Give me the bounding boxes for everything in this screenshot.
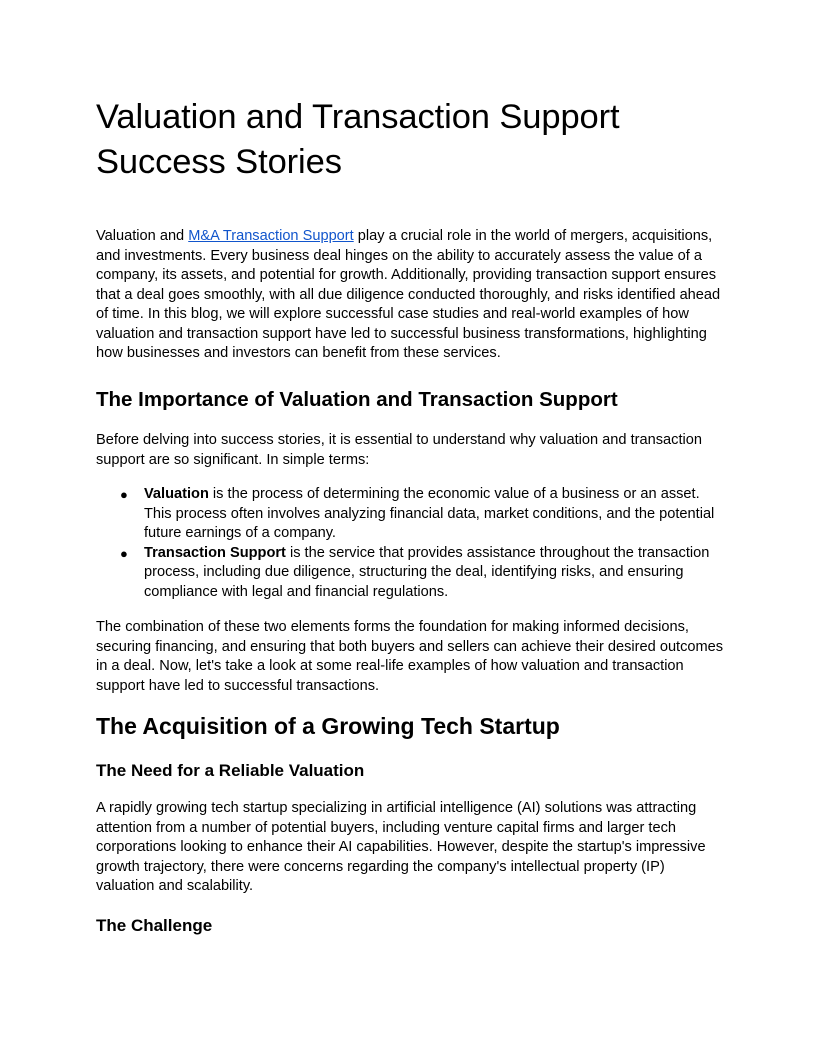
importance-lead-paragraph: Before delving into success stories, it is essential to understand why valuation and transaction support are so significant. In simple terms: [96,432,702,468]
subsection-heading-valuation-need: The Need for a Reliable Valuation [96,761,365,780]
importance-closing-paragraph: The combination of these two elements forms the foundation for making informed decisions, securing financing, and ensuring that both buyers and sellers can achieve their desired outcomes in a deal. Now, let's take a look at some real-life examples of how valuation and transaction support have led to successful transactions. [96,619,724,694]
bullet-text: is the process of determining the economic value of a business or an asset. This process often involves analyzing financial data, market conditions, and the potential future earnings of a company. [144,486,715,541]
definitions-list [96,485,724,602]
page-title: Valuation and Transaction Support Success Stories [96,98,620,181]
valuation-need-paragraph: A rapidly growing tech startup specializing in artificial intelligence (AI) solutions was attracting attention from a number of potential buyers, including venture capital firms and larger tech corporations looking to enhance their AI capabilities. However, despite the startup's impressive growth trajectory, there were concerns regarding the company's intellectual property (IP) valuation and scalability. [96,800,706,894]
bullet-text: is the service that provides assistance throughout the transaction process, including due diligence, structuring the deal, identifying risks, and ensuring compliance with legal and financial regulations. [144,544,710,600]
list-item [96,485,724,544]
section-heading-acquisition: The Acquisition of a Growing Tech Startup [96,713,560,739]
list-item [96,544,724,603]
intro-paragraph [96,227,724,364]
bullet-term: Valuation [144,486,209,502]
intro-text-rest: play a crucial role in the world of mergers, acquisitions, and investments. Every business deal hinges on the ability to accurately assess the value of a company, its assets, and potential for growth. Additionally, providing transaction support ensures that a deal goes smoothly, with all due diligence conducted thoroughly, and risks identified ahead of time. In this blog, we will explore successful case studies and real-world examples of how valuation and transaction support have led to successful business transformations, highlighting how businesses and investors can benefit from these services. [96,228,721,361]
bullet-term: Transaction Support [144,544,286,561]
subsection-heading-challenge: The Challenge [96,916,213,935]
bullet-icon: ● [120,545,128,561]
ma-transaction-support-link[interactable]: M&A Transaction Support [188,228,354,244]
intro-text-start: Valuation and [96,228,189,244]
bullet-icon: ● [120,487,128,502]
section-heading-importance: The Importance of Valuation and Transaction Support [96,388,618,411]
